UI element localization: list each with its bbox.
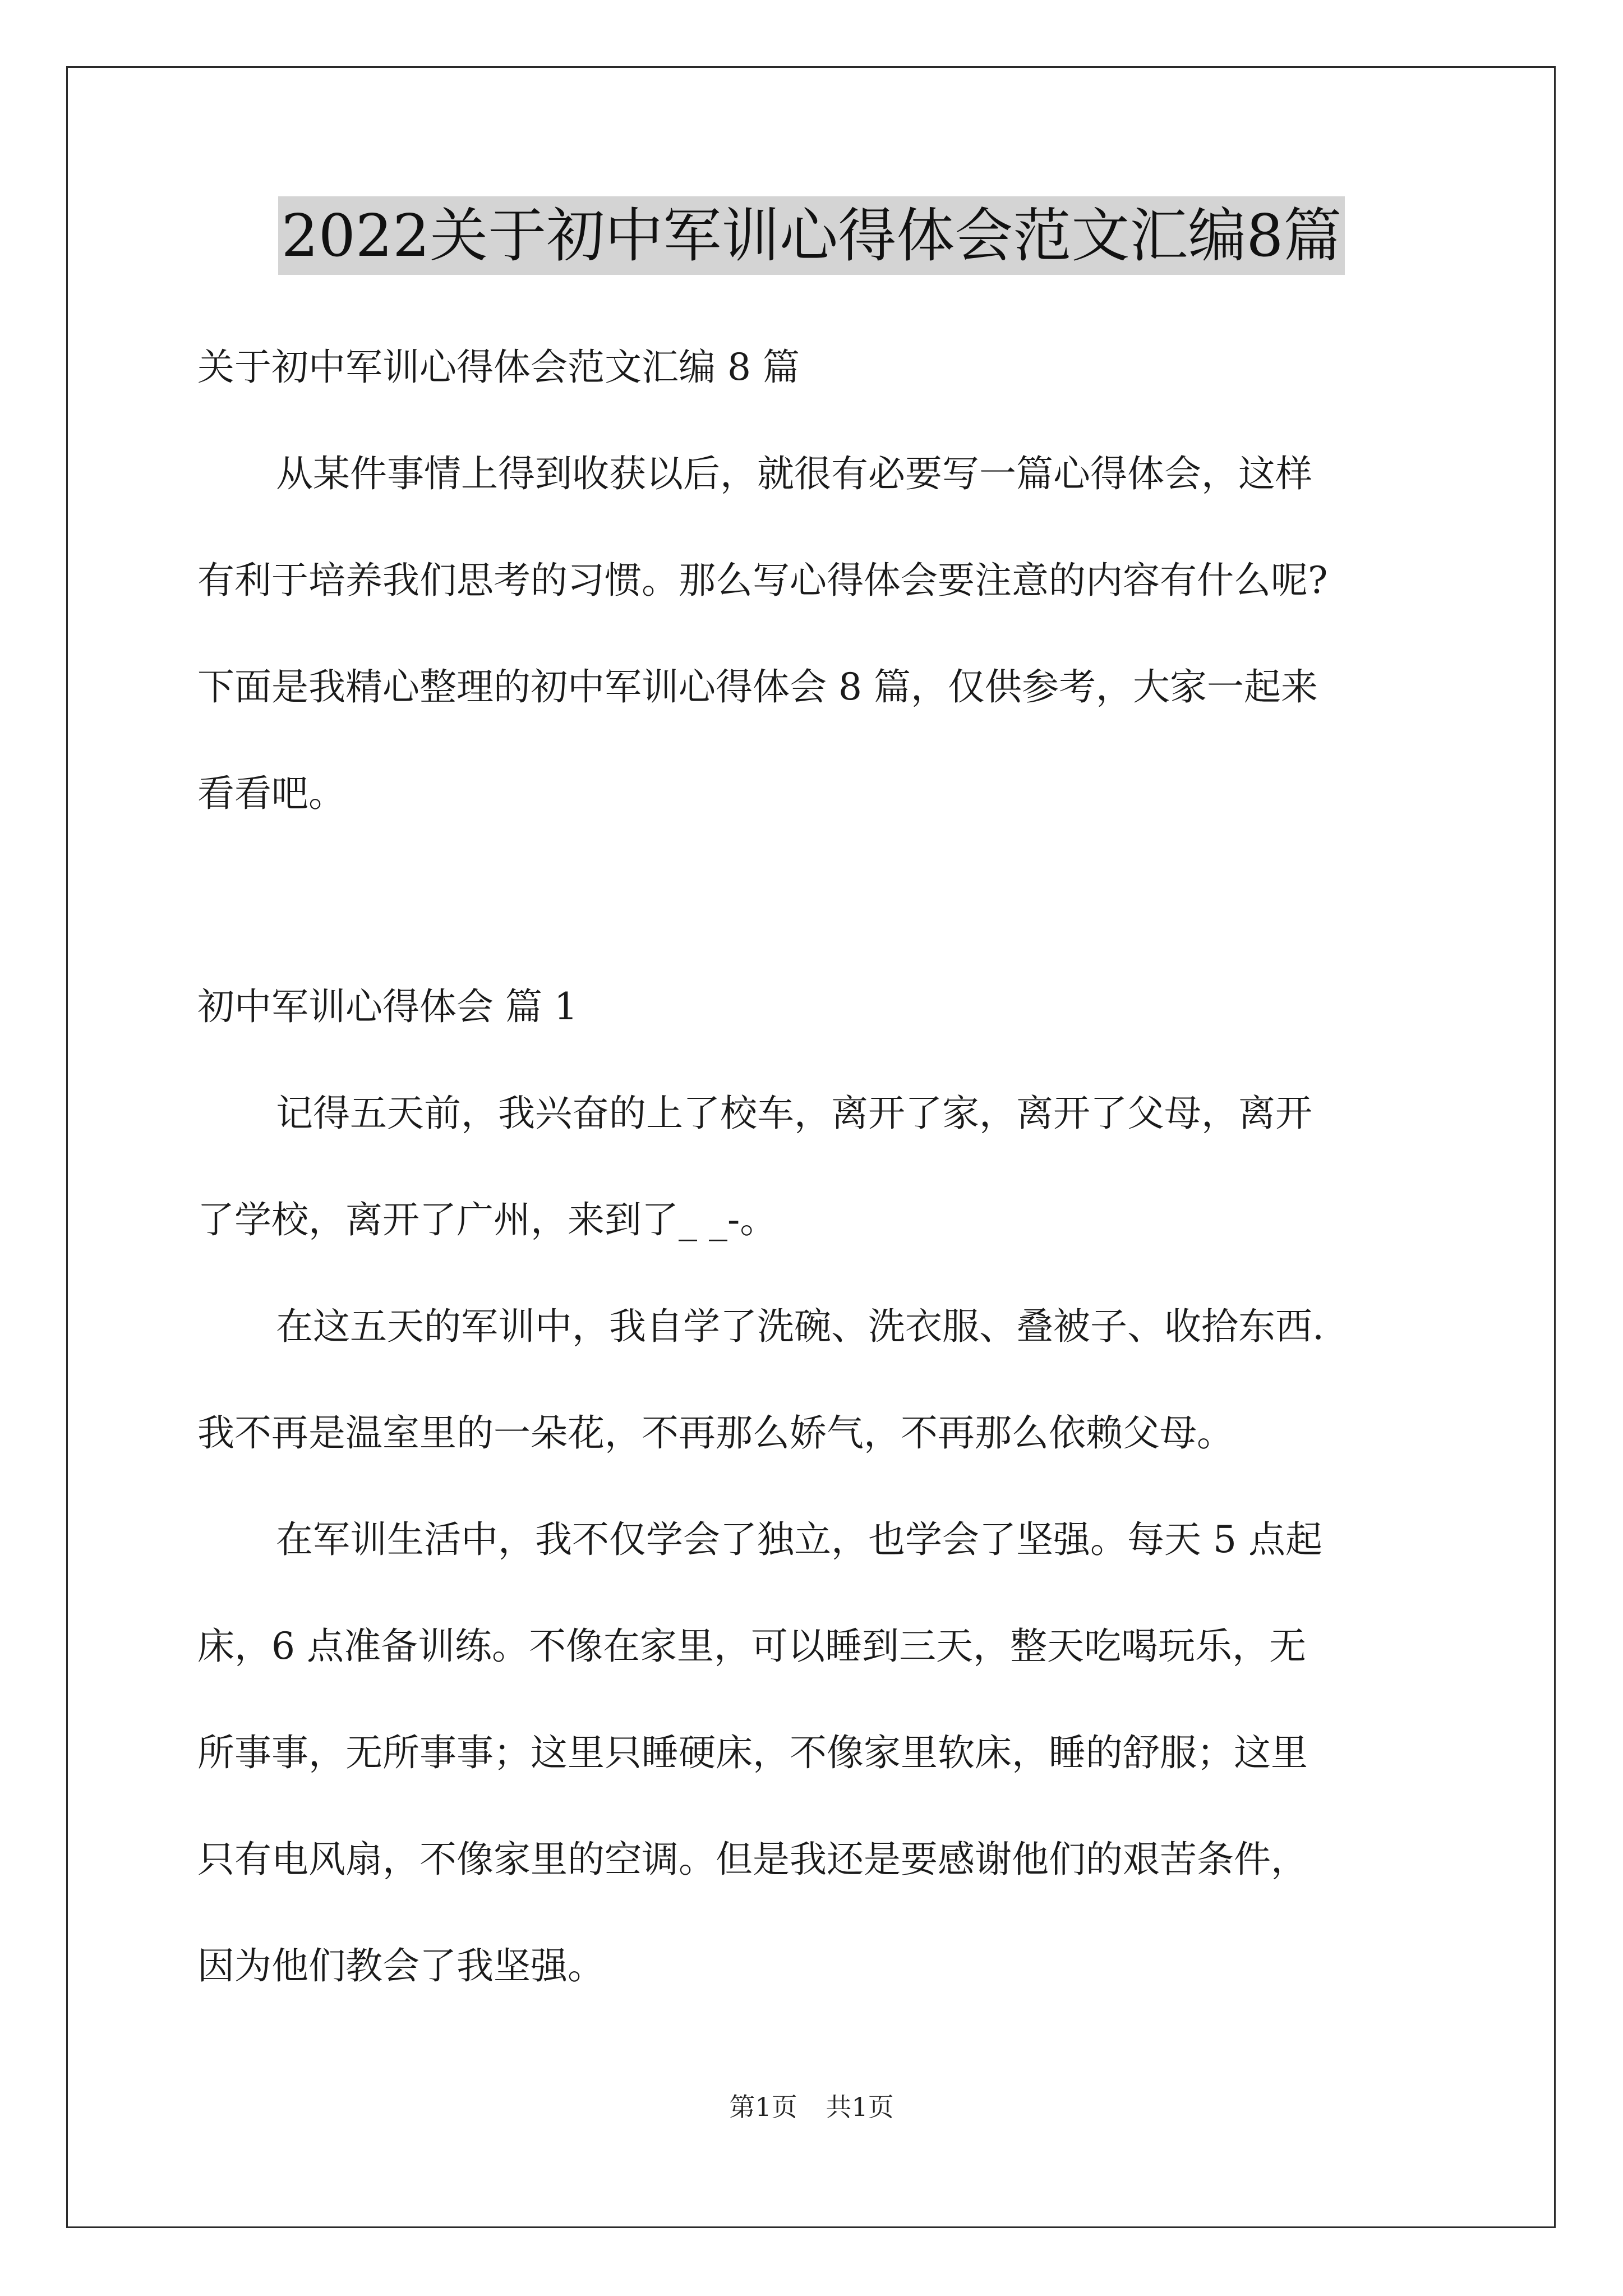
text-line: 看看吧。 — [197, 772, 345, 815]
text-line: 在这五天的军训中，我自学了洗碗、洗衣服、叠被子、收拾东西. — [276, 1305, 1324, 1348]
section-heading: 初中军训心得体会 篇 1 — [197, 985, 578, 1028]
text-line: 从某件事情上得到收获以后，就很有必要写一篇心得体会，这样 — [276, 452, 1312, 495]
text-line: 有利于培养我们思考的习惯。那么写心得体会要注意的内容有什么呢? — [197, 559, 1328, 602]
page-total: 共1页 — [826, 2092, 894, 2122]
text-line: 在军训生活中，我不仅学会了独立，也学会了坚强。每天 5 点起 — [276, 1518, 1322, 1561]
page-footer — [0, 2087, 1623, 2124]
text-line: 所事事，无所事事；这里只睡硬床，不像家里软床，睡的舒服；这里 — [197, 1731, 1308, 1774]
text-line: 关于初中军训心得体会范文汇编 8 篇 — [197, 346, 800, 389]
text-line: 记得五天前，我兴奋的上了校车，离开了家，离开了父母，离开 — [276, 1092, 1312, 1135]
text-line: 我不再是温室里的一朵花，不再那么娇气，不再那么依赖父母。 — [197, 1411, 1234, 1455]
document-body — [197, 314, 1442, 2019]
document-title: 2022关于初中军训心得体会范文汇编8篇 — [278, 196, 1345, 275]
text-line: 了学校，离开了广州，来到了_ _-。 — [197, 1198, 777, 1241]
title-container — [0, 196, 1623, 275]
text-line: 只有电风扇，不像家里的空调。但是我还是要感谢他们的艰苦条件， — [197, 1838, 1308, 1881]
text-line: 因为他们教会了我坚强。 — [197, 1944, 605, 1987]
text-line: 床，6 点准备训练。不像在家里，可以睡到三天，整天吃喝玩乐，无 — [197, 1625, 1306, 1668]
page-number: 第1页 — [729, 2092, 797, 2122]
blank-line — [197, 847, 1442, 954]
text-line: 下面是我精心整理的初中军训心得体会 8 篇，仅供参考，大家一起来 — [197, 665, 1318, 708]
